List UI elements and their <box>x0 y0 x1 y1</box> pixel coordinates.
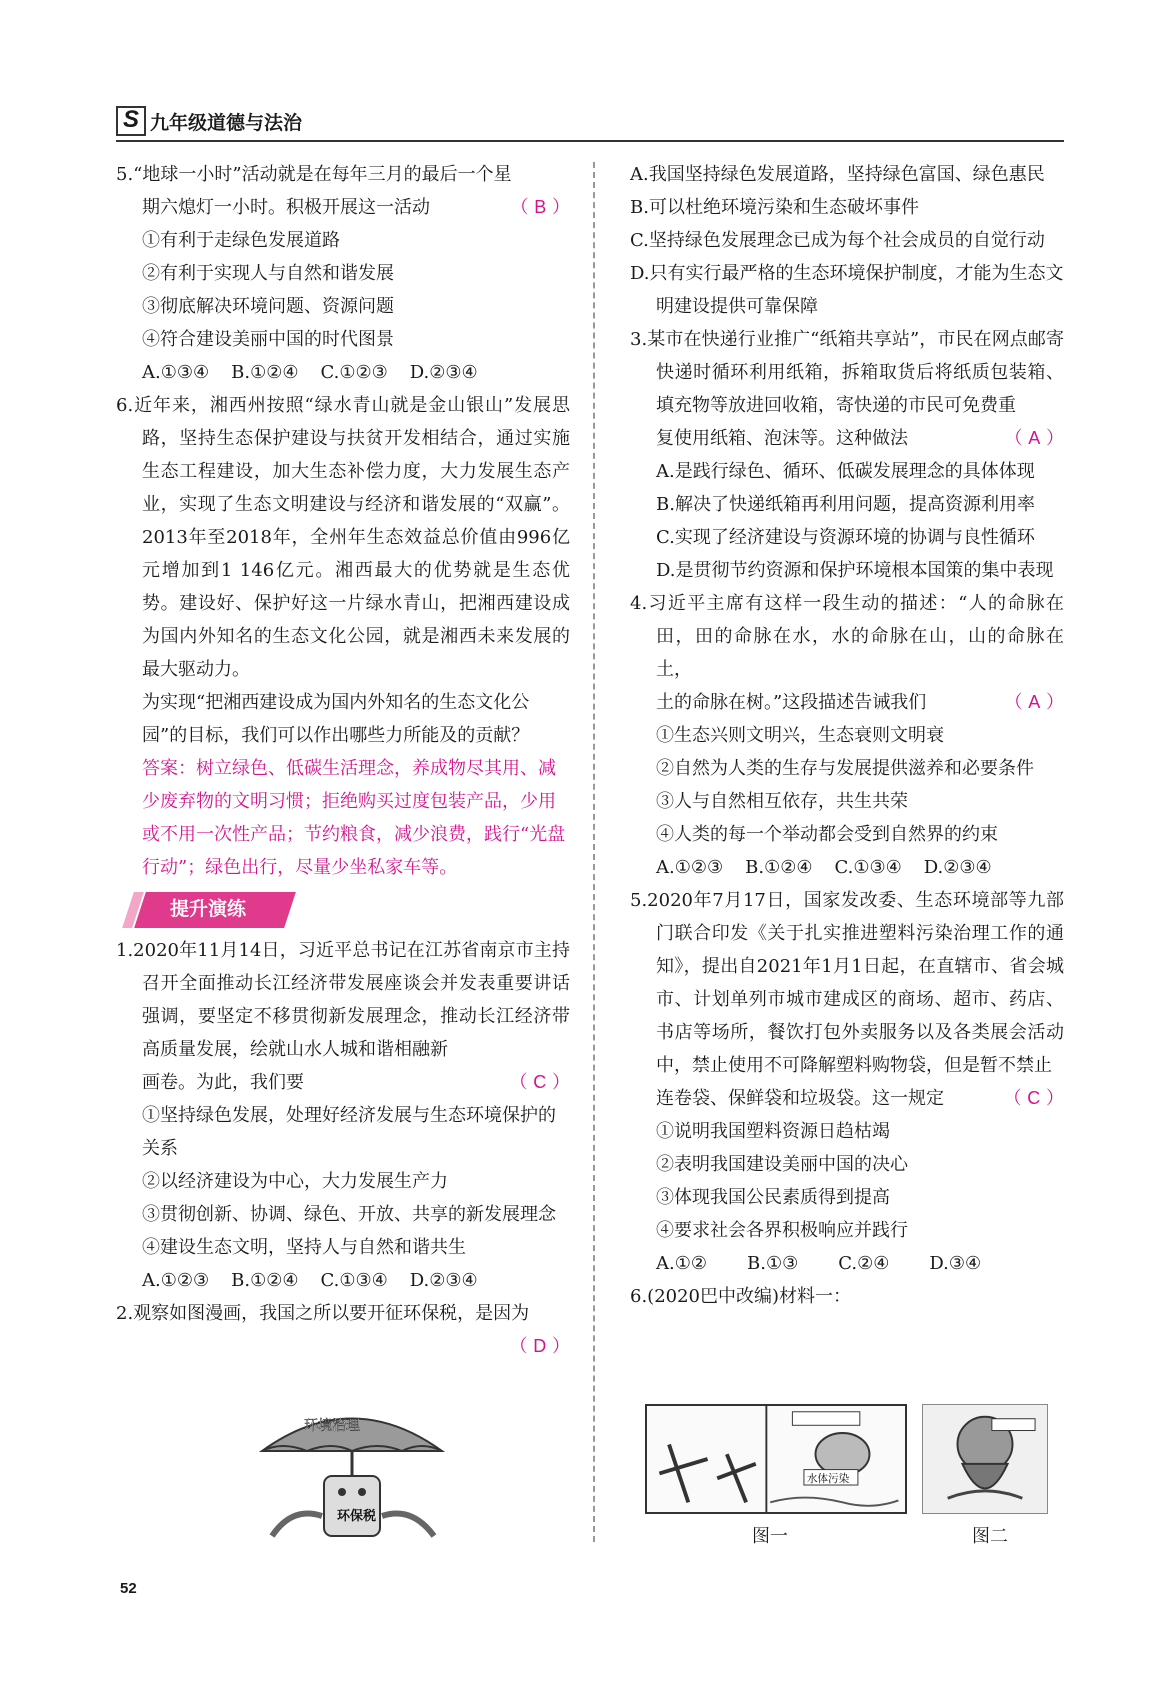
answer-badge: （ C ） <box>509 1072 570 1093</box>
left-column <box>116 158 570 1363</box>
choice-item: ③人与自然相互依存，共生共荣 <box>656 791 908 812</box>
question-stem: 1.2020年11月14日，习近平总书记在江苏省南京市主持召开全面推动长江经济带发展座谈会并发表重要讲话强调，要坚定不移贯彻新发展理念，推动长江经济带高质量发展，绘就山水人城和谐相融新 <box>116 940 570 1060</box>
question-stem: 5.“地球一小时”活动就是在每年三月的最后一个星 <box>116 164 512 185</box>
options-row <box>630 851 1064 884</box>
figure-two-cartoon <box>922 1404 1048 1514</box>
svg-text:环境治理: 环境治理 <box>304 1418 360 1434</box>
choice-item: ①说明我国塑料资源日趋枯竭 <box>656 1121 890 1142</box>
practice-question-5 <box>630 884 1064 1280</box>
option: B.①③ <box>747 1253 799 1274</box>
option: B.①②④ <box>231 362 299 383</box>
option: B.解决了快递纸箱再利用问题，提高资源利用率 <box>656 494 1035 515</box>
practice-question-1 <box>116 934 570 1297</box>
option: B.可以杜绝环境污染和生态破坏事件 <box>630 197 919 218</box>
practice-question-6 <box>630 1280 1064 1313</box>
option: B.①②④ <box>231 1270 299 1291</box>
section-title: 提升演练 <box>170 899 247 920</box>
option: D.②③④ <box>923 857 992 878</box>
question-prompt: 为实现“把湘西建设成为国内外知名的生态文化公园”的目标，我们可以作出哪些力所能及的贡献？ <box>142 692 530 746</box>
option: A.我国坚持绿色发展道路，坚持绿色富国、绿色惠民 <box>630 164 1045 185</box>
choice-item: ②以经济建设为中心，大力发展生产力 <box>142 1171 448 1192</box>
svg-text:水体污染: 水体污染 <box>806 1473 850 1486</box>
figure-one-caption: 图一 <box>752 1526 788 1547</box>
question-stem: 画卷。为此，我们要 <box>142 1072 304 1093</box>
question-stem: 3.某市在快递行业推广“纸箱共享站”，市民在网点邮寄快递时循环利用纸箱，拆箱取货后将纸质包装箱、填充物等放进回收箱，寄快递的市民可免费重 <box>630 329 1064 416</box>
option: C.①③④ <box>834 857 902 878</box>
figure-two-caption: 图二 <box>972 1526 1008 1547</box>
answer-badge: （ C ） <box>1003 1088 1064 1109</box>
environmental-tax-cartoon <box>252 1396 452 1541</box>
option: A.①③④ <box>142 362 210 383</box>
section-banner <box>140 892 300 928</box>
choice-item: ④要求社会各界积极响应并践行 <box>656 1220 908 1241</box>
choice-item: ②有利于实现人与自然和谐发展 <box>142 263 394 284</box>
question-stem: 复使用纸箱、泡沫等。这种做法 <box>656 428 908 449</box>
page-number: 52 <box>120 1580 137 1597</box>
answer-badge: （ A ） <box>1004 428 1064 449</box>
figure-one-cartoon <box>645 1404 907 1514</box>
option: A.①②③ <box>656 857 724 878</box>
option: D.③④ <box>929 1253 982 1274</box>
option: A.是践行绿色、循环、低碳发展理念的具体体现 <box>656 461 1035 482</box>
question-stem: 连卷袋、保鲜袋和垃圾袋。这一规定 <box>656 1088 944 1109</box>
answer-badge: （ A ） <box>1004 692 1064 713</box>
option: C.①②③ <box>320 362 388 383</box>
practice-question-2-options <box>630 158 1064 323</box>
option: C.坚持绿色发展理念已成为每个社会成员的自觉行动 <box>630 230 1045 251</box>
question-stem: 5.2020年7月17日，国家发改委、生态环境部等九部门联合印发《关于扎实推进塑料污染治理工作的通知》，提出自2021年1月1日起，在直辖市、省会城市、计划单列市城市建成区的商场、超市、药店、书店等场所，餐饮打包外卖服务以及各类展会活动中，禁止使用不可降解塑料购物袋，但是暂不禁止 <box>630 890 1064 1076</box>
question-stem: 2.观察如图漫画，我国之所以要开征环保税，是因为 <box>116 1303 530 1324</box>
choice-item: ④建设生态文明，坚持人与自然和谐共生 <box>142 1237 466 1258</box>
options-row <box>630 1247 1064 1280</box>
answer-text: 答案：树立绿色、低碳生活理念，养成物尽其用、减少废弃物的文明习惯；拒绝购买过度包装产品，少用或不用一次性产品；节约粮食，减少浪费，践行“光盘行动”；绿色出行，尽量少坐私家车等。 <box>142 758 566 878</box>
option: D.②③④ <box>409 1270 478 1291</box>
question-stem: 4.习近平主席有这样一段生动的描述：“人的命脉在田，田的命脉在水，水的命脉在山，山的命脉在土， <box>630 593 1064 680</box>
choice-item: ③体现我国公民素质得到提高 <box>656 1187 890 1208</box>
page-header <box>116 100 1064 142</box>
practice-question-3 <box>630 323 1064 587</box>
choice-item: ③贯彻创新、协调、绿色、开放、共享的新发展理念 <box>142 1204 556 1225</box>
question-stem: 期六熄灯一小时。积极开展这一活动 <box>142 197 430 218</box>
answer-badge: （ B ） <box>510 197 570 218</box>
option: C.实现了经济建设与资源环境的协调与良性循环 <box>656 527 1035 548</box>
option: C.②④ <box>838 1253 890 1274</box>
choice-item: ②表明我国建设美丽中国的决心 <box>656 1154 908 1175</box>
svg-text:环保税: 环保税 <box>337 1509 377 1524</box>
option: D.②③④ <box>409 362 478 383</box>
practice-question-4 <box>630 587 1064 884</box>
question-stem: 6.(2020巴中改编)材料一： <box>630 1286 852 1307</box>
option: A.①②③ <box>142 1270 210 1291</box>
question-stem: 土的命脉在树。”这段描述告诫我们 <box>656 692 927 713</box>
question-6 <box>116 389 570 884</box>
question-5 <box>116 158 570 389</box>
column-divider <box>593 162 595 1542</box>
option: C.①③④ <box>320 1270 388 1291</box>
right-column <box>630 158 1064 1313</box>
choice-item: ①坚持绿色发展，处理好经济发展与生态环境保护的关系 <box>142 1105 556 1159</box>
choice-item: ②自然为人类的生存与发展提供滋养和必要条件 <box>656 758 1034 779</box>
answer-badge: （ D ） <box>509 1336 570 1357</box>
question-material: 6.近年来，湘西州按照“绿水青山就是金山银山”发展思路，坚持生态保护建设与扶贫开发相结合，通过实施生态工程建设，加大生态补偿力度，大力发展生态产业，实现了生态文明建设与经济和谐发展的“双赢”。2013年至2018年，全州年生态效益总价值由996亿元增加到1 146亿元。湘西最大的优势就是生态优势。建设好、保护好这一片绿水青山，把湘西建设成为国内外知名的生态文化公园，就是湘西未来发展的最大驱动力。 <box>116 395 570 680</box>
options-row <box>116 1264 570 1297</box>
choice-item: ①生态兴则文明兴，生态衰则文明衰 <box>656 725 944 746</box>
option: B.①②④ <box>745 857 813 878</box>
choice-item: ④人类的每一个举动都会受到自然界的约束 <box>656 824 998 845</box>
practice-question-2 <box>116 1297 570 1363</box>
option: D.是贯彻节约资源和保护环境根本国策的集中表现 <box>656 560 1054 581</box>
option: A.①② <box>656 1253 707 1274</box>
options-row <box>116 356 570 389</box>
publisher-logo: S <box>116 106 146 136</box>
choice-item: ③彻底解决环境问题、资源问题 <box>142 296 394 317</box>
choice-item: ①有利于走绿色发展道路 <box>142 230 340 251</box>
book-title: 九年级道德与法治 <box>150 113 303 134</box>
choice-item: ④符合建设美丽中国的时代图景 <box>142 329 394 350</box>
option: D.只有实行最严格的生态环境保护制度，才能为生态文明建设提供可靠保障 <box>630 263 1064 317</box>
